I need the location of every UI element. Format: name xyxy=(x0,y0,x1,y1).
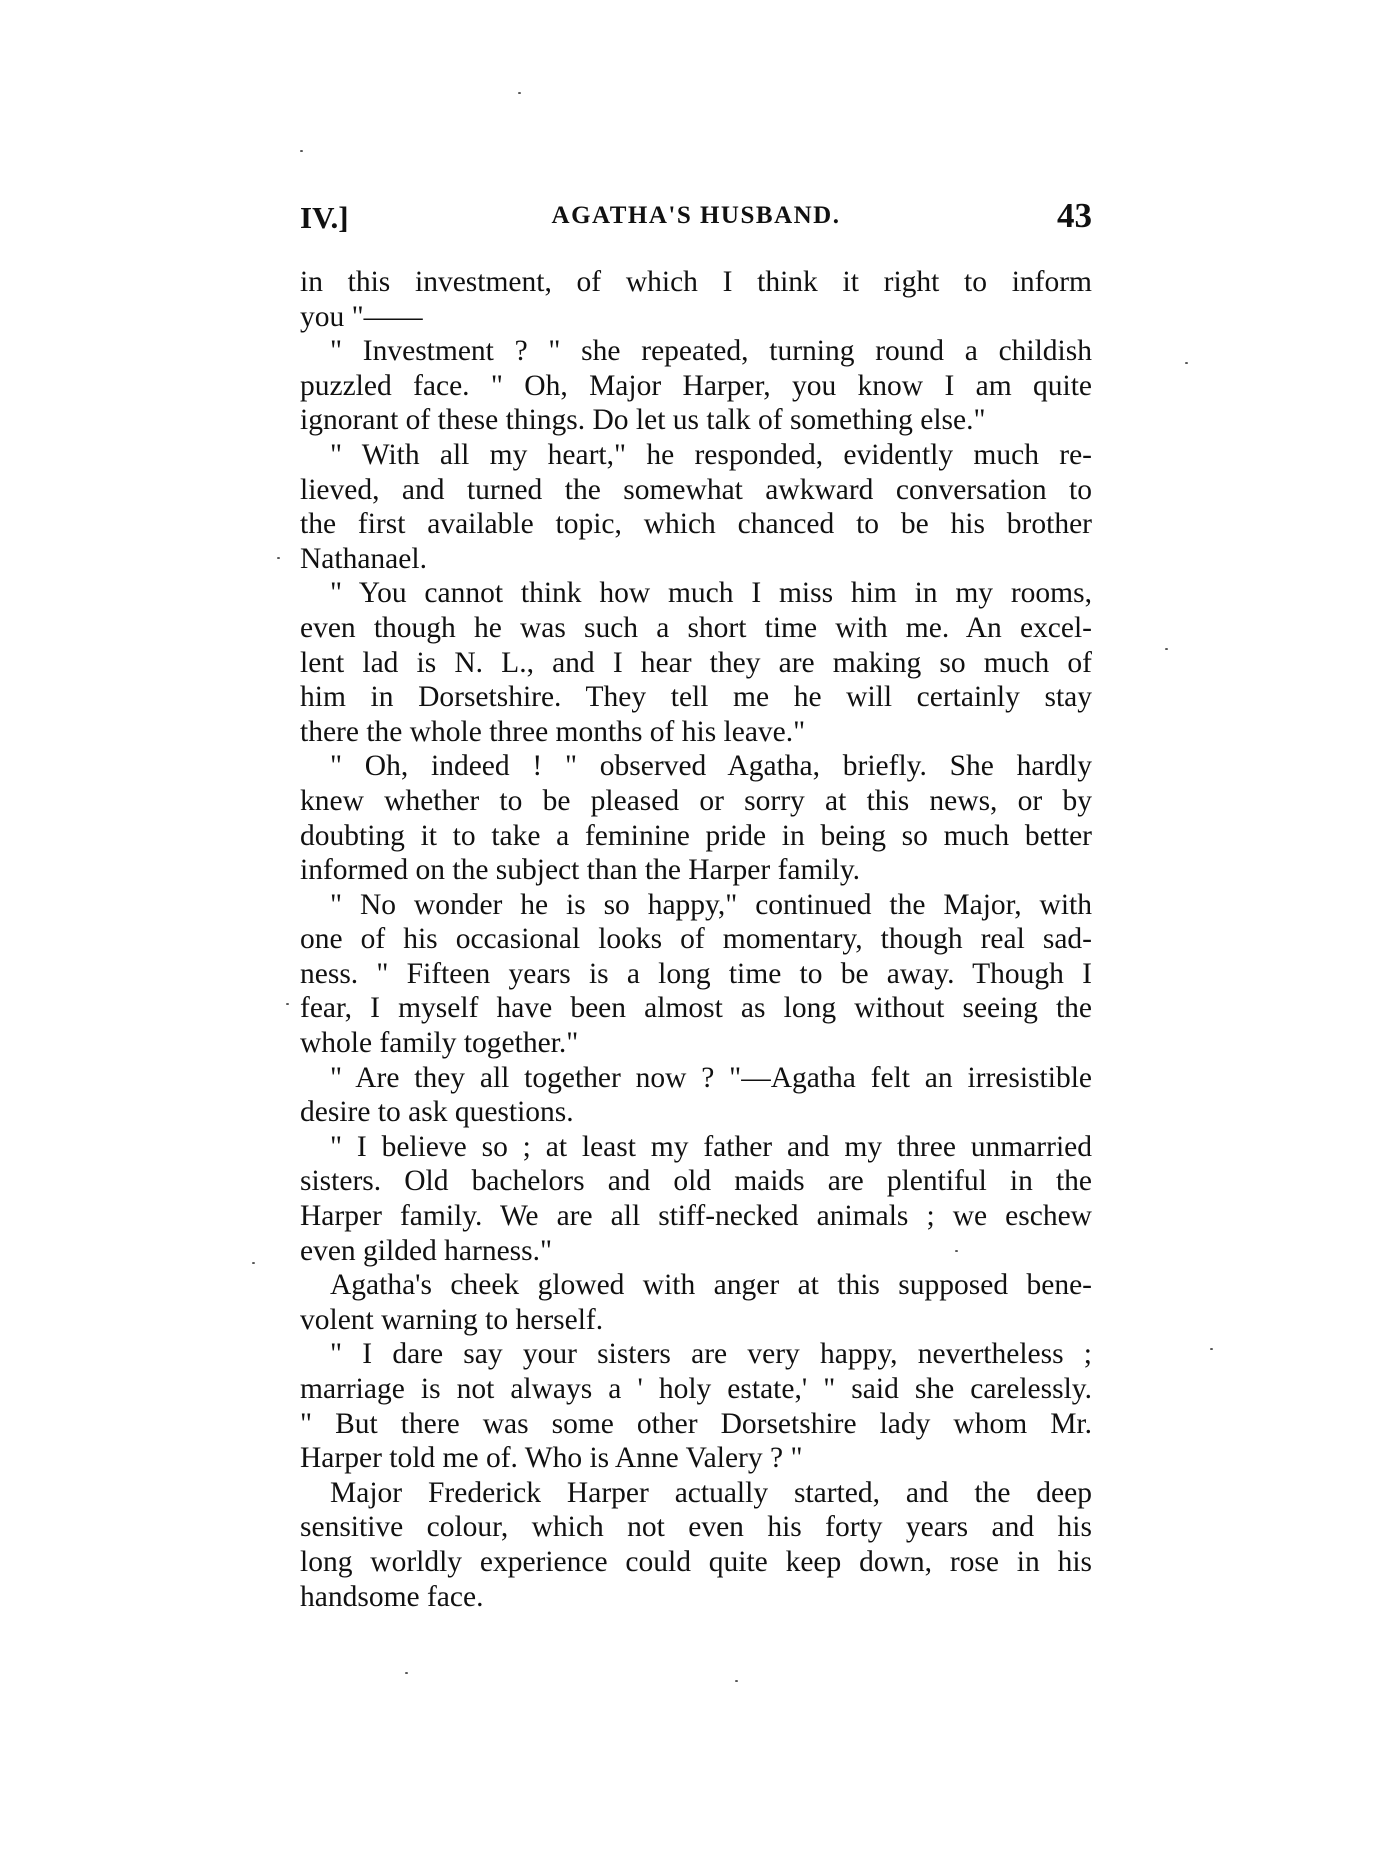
text-line: knew whether to be pleased or sorry at this news, or by xyxy=(300,784,1092,817)
text-line: one of his occasional looks of momentary, though real sad- xyxy=(300,923,1092,956)
text-line: doubting it to take a feminine pride in being so much better xyxy=(300,819,1092,852)
scan-speck xyxy=(300,150,303,152)
text-line: there the whole three months of his leave." xyxy=(300,715,806,748)
text-line: even though he was such a short time with me. An excel- xyxy=(300,611,1092,644)
scan-speck xyxy=(286,1003,289,1005)
chapter-number: IV.] xyxy=(300,200,349,235)
text-line: him in Dorsetshire. They tell me he will certainly stay xyxy=(300,681,1092,714)
scan-speck xyxy=(1210,1348,1213,1350)
text-line: puzzled face. " Oh, Major Harper, you know I am quite xyxy=(300,369,1092,402)
page-number: 43 xyxy=(1057,196,1092,235)
text-line: " Are they all together now ? "—Agatha felt an irresistible xyxy=(330,1061,1092,1094)
scan-speck xyxy=(405,1672,408,1674)
running-header xyxy=(300,196,1092,250)
text-line: Major Frederick Harper actually started, and the deep xyxy=(330,1476,1092,1509)
body-text xyxy=(300,265,1092,1614)
text-line: " I believe so ; at least my father and my three unmarried xyxy=(330,1130,1092,1163)
text-line: whole family together." xyxy=(300,1027,579,1060)
text-line: lent lad is N. L., and I hear they are making so much of xyxy=(300,646,1092,679)
scan-speck xyxy=(252,1262,255,1264)
text-line: handsome face. xyxy=(300,1580,484,1613)
text-line: even gilded harness." xyxy=(300,1234,553,1267)
scan-speck xyxy=(518,92,521,94)
text-line: " Investment ? " she repeated, turning round a childish xyxy=(330,335,1092,368)
text-line: the first available topic, which chanced to be his brother xyxy=(300,508,1092,541)
text-line: Harper told me of. Who is Anne Valery ? " xyxy=(300,1442,803,1475)
text-line: " But there was some other Dorsetshire lady whom Mr. xyxy=(300,1407,1092,1440)
text-line: fear, I myself have been almost as long without seeing the xyxy=(300,992,1092,1025)
text-line: marriage is not always a ' holy estate,' " said she carelessly. xyxy=(300,1373,1092,1405)
text-line: long worldly experience could quite keep down, rose in his xyxy=(300,1545,1092,1578)
text-line: " Oh, indeed ! " observed Agatha, briefly. She hardly xyxy=(330,750,1092,783)
text-line: informed on the subject than the Harper family. xyxy=(300,854,861,887)
text-line: desire to ask questions. xyxy=(300,1096,574,1129)
scan-speck xyxy=(1185,362,1188,364)
text-line: Nathanael. xyxy=(300,542,427,575)
text-line: lieved, and turned the somewhat awkward conversation to xyxy=(300,473,1092,506)
text-line: Agatha's cheek glowed with anger at this supposed bene- xyxy=(330,1269,1092,1302)
running-title: AGATHA'S HUSBAND. xyxy=(551,202,841,229)
scan-speck xyxy=(1165,648,1168,650)
text-line: sisters. Old bachelors and old maids are plentiful in the xyxy=(300,1165,1092,1198)
text-line: ignorant of these things. Do let us talk of something else." xyxy=(300,404,986,437)
text-line: Harper family. We are all stiff-necked animals ; we eschew xyxy=(300,1200,1092,1233)
text-line: you "—— xyxy=(300,300,423,333)
scan-speck xyxy=(735,1680,738,1682)
text-line: sensitive colour, which not even his forty years and his xyxy=(300,1511,1092,1544)
text-line: volent warning to herself. xyxy=(300,1303,604,1336)
text-line: " With all my heart," he responded, evidently much re- xyxy=(330,438,1092,471)
scan-speck xyxy=(955,1250,958,1252)
text-line: in this investment, of which I think it right to inform xyxy=(300,266,1092,298)
scan-speck xyxy=(277,557,280,559)
text-line: " I dare say your sisters are very happy, nevertheless ; xyxy=(330,1338,1092,1371)
text-line: ness. " Fifteen years is a long time to be away. Though I xyxy=(300,957,1092,990)
text-line: " You cannot think how much I miss him in my rooms, xyxy=(330,577,1092,610)
text-line: " No wonder he is so happy," continued the Major, with xyxy=(330,888,1092,921)
